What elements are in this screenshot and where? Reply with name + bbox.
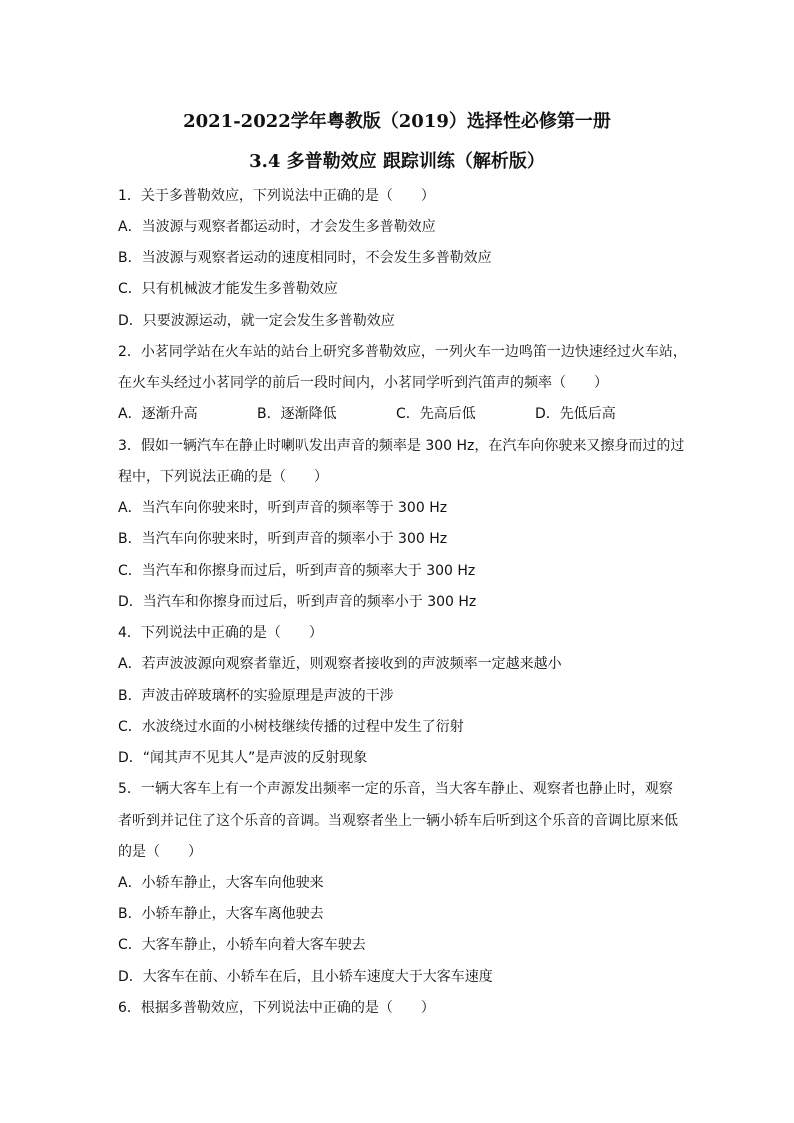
question-2-option-d: D．先低后高 — [535, 406, 616, 422]
question-1-option-c: C．只有机械波才能发生多普勒效应 — [118, 281, 338, 297]
question-1-option-b: B．当波源与观察者运动的速度相同时，不会发生多普勒效应 — [118, 250, 492, 266]
document-subtitle: 3.4 多普勒效应 跟踪训练（解析版） — [249, 151, 545, 172]
question-5-option-d: D．大客车在前、小轿车在后，且小轿车速度大于大客车速度 — [118, 969, 493, 985]
question-1-stem: 1．关于多普勒效应，下列说法中正确的是（ ） — [118, 188, 435, 204]
question-2-option-c: C．先高后低 — [396, 406, 476, 422]
question-5-option-c: C．大客车静止，小轿车向着大客车驶去 — [118, 937, 366, 953]
question-3-option-d: D．当汽车和你擦身而过后，听到声音的频率小于 300 Hz — [118, 594, 477, 610]
question-4-option-b: B．声波击碎玻璃杯的实验原理是声波的干涉 — [118, 688, 394, 704]
question-4-option-c: C．水波绕过水面的小树枝继续传播的过程中发生了衍射 — [118, 719, 464, 735]
question-3-option-a: A．当汽车向你驶来时，听到声音的频率等于 300 Hz — [118, 500, 448, 516]
question-2-option-b: B．逐渐降低 — [257, 406, 337, 422]
question-4-stem: 4．下列说法中正确的是（ ） — [118, 625, 323, 641]
question-5-stem-line2: 者听到并记住了这个乐音的音调。当观察者坐上一辆小轿车后听到这个乐音的音调比原来低 — [118, 813, 678, 829]
question-3-option-b: B．当汽车向你驶来时，听到声音的频率小于 300 Hz — [118, 531, 448, 547]
question-3-stem-line2: 程中，下列说法正确的是（ ） — [118, 469, 328, 485]
question-3-option-c: C．当汽车和你擦身而过后，听到声音的频率大于 300 Hz — [118, 563, 476, 579]
question-3-stem-line1: 3．假如一辆汽车在静止时喇叭发出声音的频率是 300 Hz，在汽车向你驶来又擦身而过的过 — [118, 438, 685, 454]
document-title: 2021-2022学年粤教版（2019）选择性必修第一册 — [183, 111, 611, 132]
question-2-option-a: A．逐渐升高 — [118, 406, 198, 422]
question-4-option-a: A．若声波波源向观察者靠近，则观察者接收到的声波频率一定越来越小 — [118, 656, 562, 672]
question-5-option-b: B．小轿车静止，大客车离他驶去 — [118, 906, 324, 922]
question-4-option-d: D．“闻其声不见其人”是声波的反射现象 — [118, 750, 368, 766]
question-5-stem-line1: 5．一辆大客车上有一个声源发出频率一定的乐音，当大客车静止、观察者也静止时，观察 — [118, 781, 673, 797]
question-1-option-d: D．只要波源运动，就一定会发生多普勒效应 — [118, 313, 395, 329]
question-6-stem: 6．根据多普勒效应，下列说法中正确的是（ ） — [118, 1000, 435, 1016]
question-5-stem-line3: 的是（ ） — [118, 844, 202, 860]
question-1-option-a: A．当波源与观察者都运动时，才会发生多普勒效应 — [118, 219, 436, 235]
question-2-stem-line1: 2．小茗同学站在火车站的站台上研究多普勒效应，一列火车一边鸣笛一边快速经过火车站， — [118, 344, 687, 360]
question-5-option-a: A．小轿车静止，大客车向他驶来 — [118, 875, 324, 891]
question-2-stem-line2: 在火车头经过小茗同学的前后一段时间内，小茗同学听到汽笛声的频率（ ） — [118, 375, 608, 391]
